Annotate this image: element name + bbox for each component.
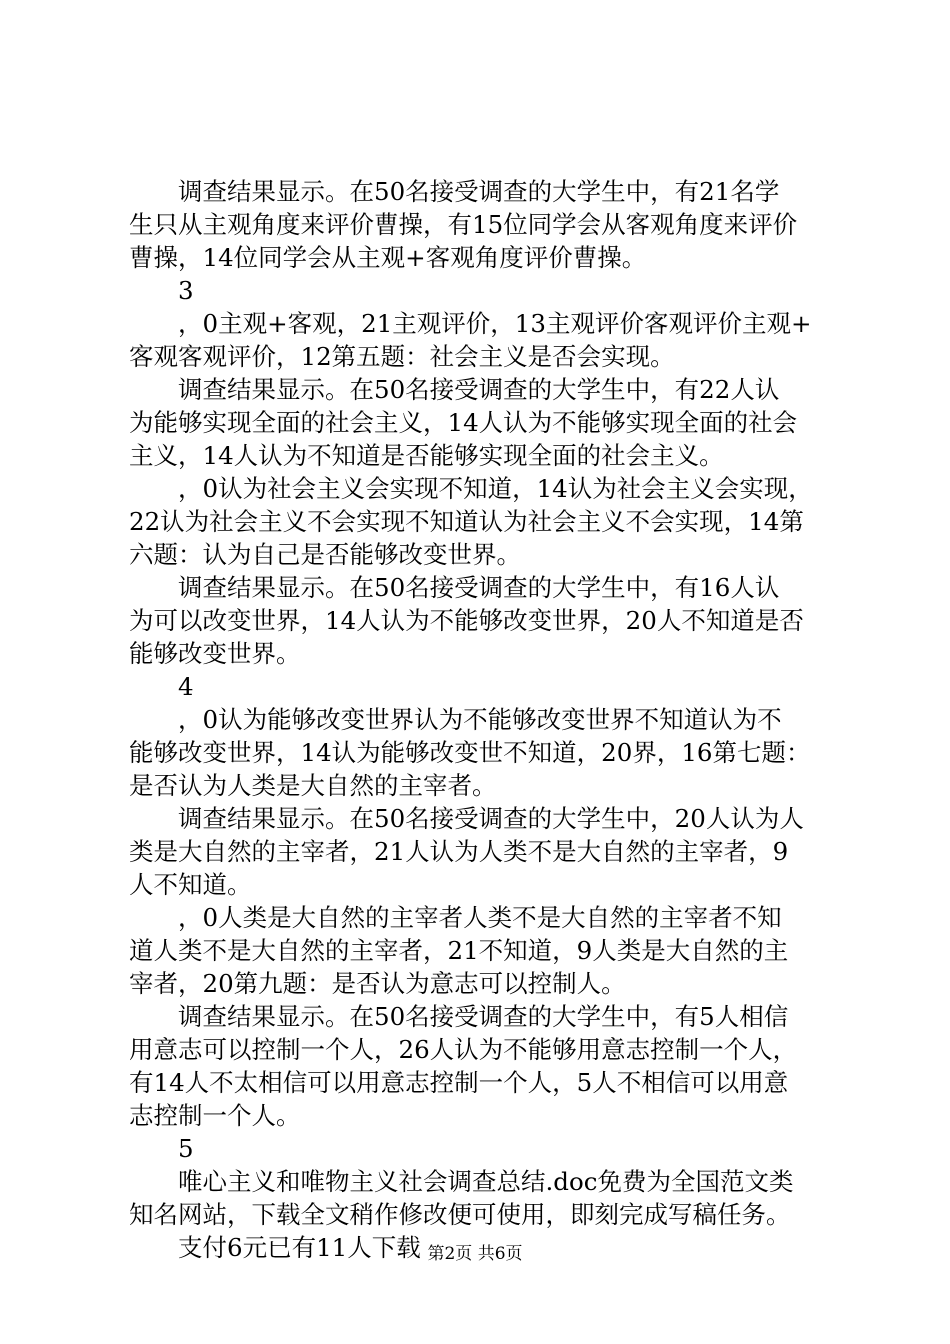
- text-line: 志控制一个人。: [129, 1101, 301, 1130]
- text-line: 为可以改变世界，14人认为不能够改变世界，20人不知道是否: [129, 606, 804, 635]
- text-line: 唯心主义和唯物主义社会调查总结.doc免费为全国范文类: [129, 1167, 794, 1196]
- text-line: 主义，14人认为不知道是否能够实现全面的社会主义。: [129, 441, 724, 470]
- text-line: ，0认为能够改变世界认为不能够改变世界不知道认为不: [129, 705, 782, 734]
- text-line: 知名网站，下载全文稍作修改便可使用，即刻完成写稿任务。: [129, 1200, 791, 1229]
- download-info-line: 支付6元已有11人下载: [129, 1233, 421, 1262]
- text-line: 调查结果显示。在50名接受调查的大学生中，有5人相信: [129, 1002, 789, 1031]
- text-line: 有14人不太相信可以用意志控制一个人，5人不相信可以用意: [129, 1068, 789, 1097]
- page-number-marker: 4: [129, 672, 194, 701]
- page-number-marker: 3: [129, 276, 194, 305]
- text-line: 能够改变世界。: [129, 639, 301, 668]
- text-line: 曹操，14位同学会从主观+客观角度评价曹操。: [129, 243, 647, 272]
- text-line: 客观客观评价，12第五题：社会主义是否会实现。: [129, 342, 675, 371]
- text-line: 调查结果显示。在50名接受调查的大学生中，20人认为人: [129, 804, 804, 833]
- text-line: 调查结果显示。在50名接受调查的大学生中，有21名学: [129, 177, 780, 206]
- text-line: 六题：认为自己是否能够改变世界。: [129, 540, 521, 569]
- text-line: 为能够实现全面的社会主义，14人认为不能够实现全面的社会: [129, 408, 798, 437]
- text-line: 调查结果显示。在50名接受调查的大学生中，有22人认: [129, 375, 780, 404]
- page-number-marker: 5: [129, 1134, 194, 1163]
- text-line: 人不知道。: [129, 870, 252, 899]
- text-line: ，0认为社会主义会实现不知道，14认为社会主义会实现，: [129, 474, 813, 503]
- text-line: ，0人类是大自然的主宰者人类不是大自然的主宰者不知: [129, 903, 782, 932]
- text-line: 用意志可以控制一个人，26人认为不能够用意志控制一个人，: [129, 1035, 798, 1064]
- text-line: 宰者，20第九题：是否认为意志可以控制人。: [129, 969, 626, 998]
- text-line: 能够改变世界，14认为能够改变世不知道，20界，16第七题：: [129, 738, 811, 767]
- text-line: 是否认为人类是大自然的主宰者。: [129, 771, 497, 800]
- text-line: ，0主观+客观，21主观评价，13主观评价客观评价主观+: [129, 309, 812, 338]
- text-line: 道人类不是大自然的主宰者，21不知道，9人类是大自然的主: [129, 936, 789, 965]
- text-line: 类是大自然的主宰者，21人认为人类不是大自然的主宰者，9: [129, 837, 789, 866]
- page-footer: 第2页 共6页: [427, 1244, 523, 1264]
- text-line: 22认为社会主义不会实现不知道认为社会主义不会实现，14第: [129, 507, 804, 536]
- text-line: 调查结果显示。在50名接受调查的大学生中，有16人认: [129, 573, 780, 602]
- text-line: 生只从主观角度来评价曹操，有15位同学会从客观角度来评价: [129, 210, 798, 239]
